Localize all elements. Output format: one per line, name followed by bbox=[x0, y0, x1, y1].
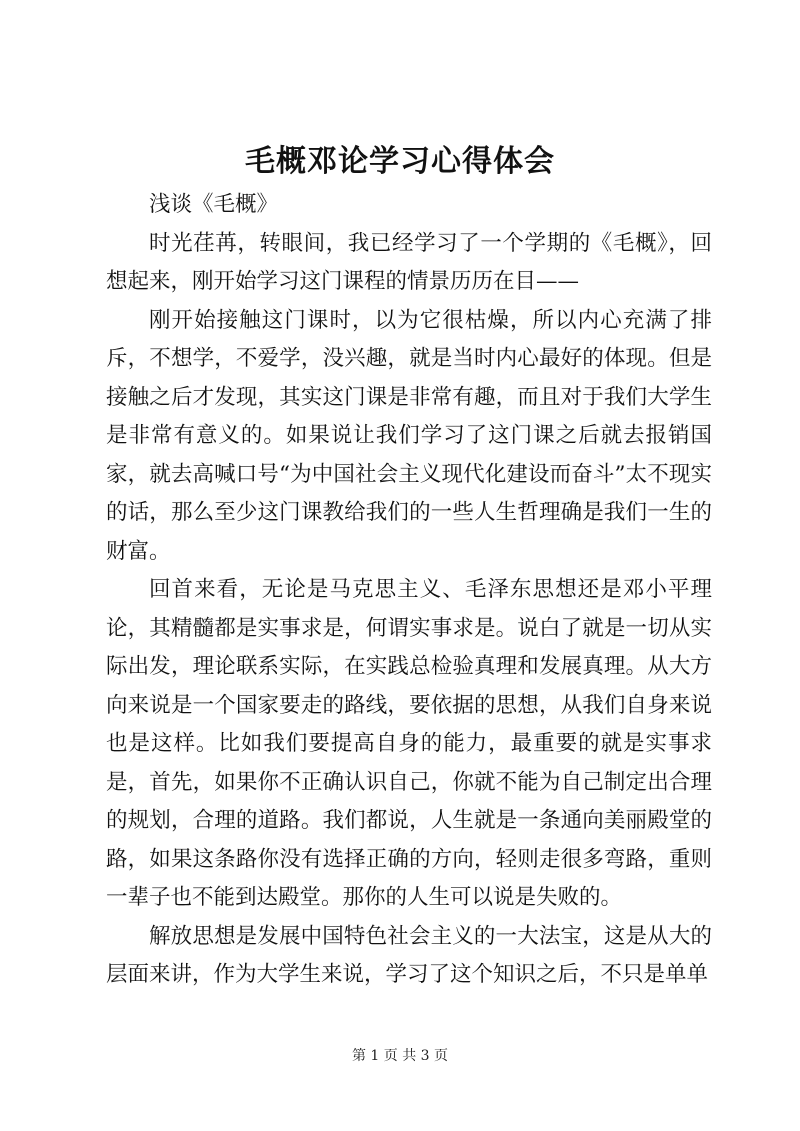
section-subheading: 浅谈《毛概》 bbox=[149, 192, 279, 217]
paragraph-2: 刚开始接触这门课时，以为它很枯燥，所以内心充满了排斥，不想学，不爱学，没兴趣，就是当时内心最好的体现。但是接触之后才发现，其实这门课是非常有趣，而且对于我们大学生是非常有意义的。如果说让我们学习了这门课之后就去报销国家，就去高喊口号“为中国社会主义现代化建设而奋斗”太不现实的话，那么至少这门课教给我们的一些人生哲理确是我们一生的财富。 bbox=[106, 307, 712, 564]
document-title: 毛概邓论学习心得体会 bbox=[245, 144, 555, 179]
document-body bbox=[106, 186, 712, 995]
page-number-footer: 第 1 页 共 3 页 bbox=[351, 1048, 449, 1064]
paragraph-4: 解放思想是发展中国特色社会主义的一大法宝，这是从大的层面来讲，作为大学生来说，学习了这个知识之后，不只是单单 bbox=[106, 923, 712, 987]
paragraph-1: 时光荏苒，转眼间，我已经学习了一个学期的《毛概》，回想起来，刚开始学习这门课程的情景历历在目—— bbox=[106, 230, 712, 294]
paragraph-3: 回首来看，无论是马克思主义、毛泽东思想还是邓小平理论，其精髓都是实事求是，何谓实事求是。说白了就是一切从实际出发，理论联系实际，在实践总检验真理和发展真理。从大方向来说是一个国家要走的路线，要依据的思想，从我们自身来说也是这样。比如我们要提高自身的能力，最重要的就是实事求是，首先，如果你不正确认识自己，你就不能为自己制定出合理的规划，合理的道路。我们都说，人生就是一条通向美丽殿堂的路，如果这条路你没有选择正确的方向，轻则走很多弯路，重则一辈子也不能到达殿堂。那你的人生可以说是失败的。 bbox=[106, 577, 712, 910]
